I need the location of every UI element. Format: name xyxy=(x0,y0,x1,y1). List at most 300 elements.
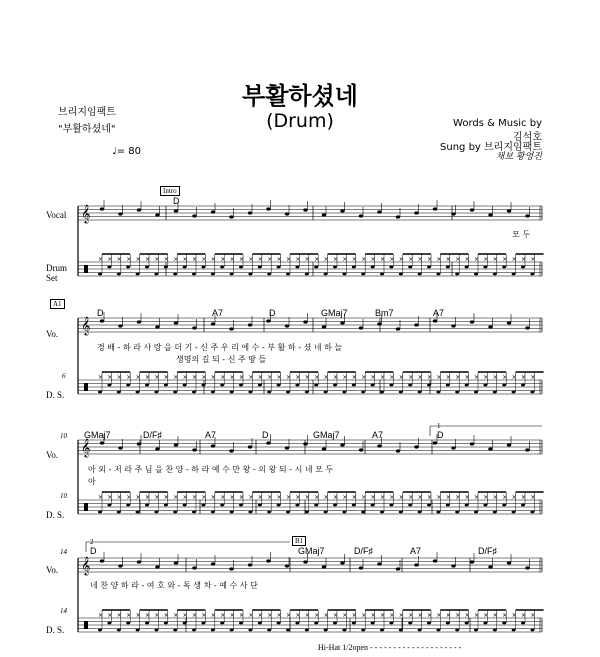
chord-s3-5: GMaj7 xyxy=(313,430,340,440)
rehearsal-intro: Intro xyxy=(160,186,180,196)
hihat-x-notehead: × xyxy=(361,256,367,263)
vocal-note xyxy=(137,442,141,445)
vocal-note xyxy=(266,319,270,322)
drum-note xyxy=(436,629,440,632)
hihat-x-notehead: × xyxy=(239,612,245,619)
hihat-x-notehead: × xyxy=(229,494,235,501)
vocal-note xyxy=(118,212,122,215)
chord-s4-5: D/F♯ xyxy=(478,546,497,556)
hihat-x-notehead: × xyxy=(229,374,235,381)
vocal-note xyxy=(340,443,344,446)
drum-note xyxy=(239,622,243,625)
label-drum-set: Set xyxy=(46,273,58,283)
drum-note xyxy=(342,511,346,514)
header-song-name: "부활하셨네" xyxy=(58,124,116,135)
drum-note xyxy=(436,391,440,394)
vocal-note xyxy=(285,212,289,215)
hihat-x-notehead: × xyxy=(107,374,113,381)
hihat-x-notehead: × xyxy=(436,494,442,501)
hihat-x-notehead: × xyxy=(257,374,263,381)
drum-note xyxy=(211,629,215,632)
chord-s2-4: GMaj7 xyxy=(321,308,348,318)
drum-note xyxy=(258,622,262,625)
drum-note xyxy=(483,384,487,387)
song-title: 부활하셨네 xyxy=(242,82,358,110)
vocal-note xyxy=(414,323,418,326)
drum-note xyxy=(380,511,384,514)
hihat-x-notehead: × xyxy=(521,256,527,263)
treble-clef-icon: 𝄞 xyxy=(81,438,91,457)
drum-note xyxy=(324,511,328,514)
hihat-x-notehead: × xyxy=(502,256,508,263)
drum-note xyxy=(277,266,281,269)
quarter-note-icon: ♩ xyxy=(112,146,117,157)
drum-note xyxy=(295,266,299,269)
vocal-note xyxy=(433,207,437,210)
hihat-x-notehead: × xyxy=(398,374,404,381)
hihat-x-notehead: × xyxy=(530,256,536,263)
measure-number-10: 10 xyxy=(60,432,67,440)
vocal-note xyxy=(137,208,141,211)
hihat-x-notehead: × xyxy=(182,612,188,619)
hihat-x-notehead: × xyxy=(436,374,442,381)
hihat-x-notehead: × xyxy=(276,612,282,619)
drum-note xyxy=(465,504,469,507)
vocal-note xyxy=(396,327,400,330)
hihat-x-notehead: × xyxy=(474,374,480,381)
chord-s4-3: D/F♯ xyxy=(354,546,373,556)
drum-note xyxy=(474,273,478,276)
drum-note xyxy=(493,273,497,276)
hihat-x-notehead: × xyxy=(474,612,480,619)
drum-note xyxy=(380,391,384,394)
drum-note xyxy=(192,511,196,514)
drum-note xyxy=(408,384,412,387)
hihat-x-notehead: × xyxy=(323,256,329,263)
drum-note xyxy=(98,629,102,632)
hihat-x-notehead: × xyxy=(201,612,207,619)
vocal-note xyxy=(525,214,529,217)
hihat-x-notehead: × xyxy=(492,612,498,619)
hihat-x-notehead: × xyxy=(492,494,498,501)
hihat-x-notehead: × xyxy=(464,612,470,619)
hihat-x-notehead: × xyxy=(445,256,451,263)
drum-note xyxy=(173,629,177,632)
vocal-note xyxy=(100,559,104,562)
hihat-x-notehead: × xyxy=(201,494,207,501)
vocal-note xyxy=(155,565,159,568)
drum-note xyxy=(493,391,497,394)
hihat-x-notehead: × xyxy=(361,374,367,381)
drum-note xyxy=(277,504,281,507)
hihat-x-notehead: × xyxy=(267,256,273,263)
drum-note xyxy=(154,629,158,632)
drum-note xyxy=(230,391,234,394)
hihat-x-notehead: × xyxy=(370,374,376,381)
chord-s2-6: A7 xyxy=(433,308,445,318)
drum-note xyxy=(512,273,516,276)
drum-note xyxy=(201,384,205,387)
hihat-x-notehead: × xyxy=(333,612,339,619)
drum-note xyxy=(455,273,459,276)
hihat-x-notehead: × xyxy=(427,612,433,619)
drum-note xyxy=(230,511,234,514)
hihat-x-notehead: × xyxy=(333,494,339,501)
drum-note xyxy=(333,622,337,625)
drum-note xyxy=(408,266,412,269)
hihat-x-notehead: × xyxy=(417,612,423,619)
vocal-note xyxy=(118,446,122,449)
hihat-x-notehead: × xyxy=(314,612,320,619)
vocal-note xyxy=(396,215,400,218)
drum-note xyxy=(399,391,403,394)
hihat-x-notehead: × xyxy=(220,374,226,381)
drum-note xyxy=(361,629,365,632)
hihat-x-notehead: × xyxy=(361,612,367,619)
hihat-x-notehead: × xyxy=(530,374,536,381)
drum-note xyxy=(107,266,111,269)
drum-note xyxy=(295,384,299,387)
drum-note xyxy=(333,266,337,269)
drum-note xyxy=(201,266,205,269)
hihat-x-notehead: × xyxy=(220,256,226,263)
hihat-x-notehead: × xyxy=(98,612,104,619)
drum-note xyxy=(239,266,243,269)
drum-note xyxy=(446,622,450,625)
drum-note xyxy=(305,391,309,394)
rehearsal-a1: A1 xyxy=(50,299,65,309)
drum-note xyxy=(258,504,262,507)
vocal-note xyxy=(229,215,233,218)
drum-note xyxy=(427,504,431,507)
drum-note xyxy=(126,266,130,269)
drum-note xyxy=(512,391,516,394)
drum-note xyxy=(220,504,224,507)
hihat-x-notehead: × xyxy=(314,256,320,263)
hihat-x-notehead: × xyxy=(511,494,517,501)
vocal-note xyxy=(285,446,289,449)
hihat-x-notehead: × xyxy=(116,494,122,501)
hihat-x-notehead: × xyxy=(483,494,489,501)
vocal-note xyxy=(470,320,474,323)
vocal-note xyxy=(100,207,104,210)
hihat-x-notehead: × xyxy=(521,494,527,501)
measure-number-10b: 10 xyxy=(60,492,67,500)
hihat-x-notehead: × xyxy=(483,374,489,381)
drum-note xyxy=(98,511,102,514)
vocal-note xyxy=(137,320,141,323)
drum-note xyxy=(154,273,158,276)
drum-note xyxy=(427,384,431,387)
hihat-x-notehead: × xyxy=(154,374,160,381)
hihat-x-notehead: × xyxy=(135,256,141,263)
drum-note xyxy=(314,266,318,269)
hihat-x-notehead: × xyxy=(502,374,508,381)
vocal-note xyxy=(507,209,511,212)
hihat-x-notehead: × xyxy=(116,374,122,381)
vocal-note xyxy=(174,561,178,564)
hihat-x-notehead: × xyxy=(192,612,198,619)
hihat-x-notehead: × xyxy=(464,256,470,263)
drum-note xyxy=(446,384,450,387)
drum-note xyxy=(295,622,299,625)
hihat-x-notehead: × xyxy=(286,612,292,619)
drum-note xyxy=(267,273,271,276)
credit-transcriber: 채보 황영진 xyxy=(495,152,542,162)
drum-note xyxy=(286,391,290,394)
hihat-x-notehead: × xyxy=(370,494,376,501)
vocal-note xyxy=(451,446,455,449)
drum-note xyxy=(211,511,215,514)
lyrics-s3-line2: 아 xyxy=(88,477,96,486)
hihat-x-notehead: × xyxy=(389,256,395,263)
drum-note xyxy=(361,273,365,276)
vocal-note xyxy=(377,322,381,325)
drum-note xyxy=(361,391,365,394)
drum-note xyxy=(512,629,516,632)
hihat-x-notehead: × xyxy=(521,374,527,381)
hihat-x-notehead: × xyxy=(248,612,254,619)
drum-note xyxy=(342,629,346,632)
drum-note xyxy=(286,511,290,514)
drum-note xyxy=(314,504,318,507)
drum-note xyxy=(277,622,281,625)
vocal-note xyxy=(303,208,307,211)
vocal-note xyxy=(451,212,455,215)
hihat-x-notehead: × xyxy=(163,612,169,619)
hihat-x-notehead: × xyxy=(530,612,536,619)
hihat-x-notehead: × xyxy=(163,256,169,263)
vocal-note xyxy=(470,208,474,211)
vocal-note xyxy=(488,447,492,450)
hihat-x-notehead: × xyxy=(314,374,320,381)
drum-note xyxy=(371,266,375,269)
hihat-x-notehead: × xyxy=(483,256,489,263)
drum-note xyxy=(408,504,412,507)
hihat-x-notehead: × xyxy=(474,256,480,263)
drum-note xyxy=(483,622,487,625)
hihat-x-notehead: × xyxy=(145,374,151,381)
ending-2: 2 xyxy=(90,538,94,546)
vocal-note xyxy=(303,442,307,445)
vocal-note xyxy=(211,322,215,325)
hihat-x-notehead: × xyxy=(229,612,235,619)
vocal-note xyxy=(303,320,307,323)
hihat-x-notehead: × xyxy=(220,494,226,501)
vocal-note xyxy=(155,447,159,450)
drum-note xyxy=(502,622,506,625)
vocal-note xyxy=(414,563,418,566)
hihat-x-notehead: × xyxy=(455,374,461,381)
drum-note xyxy=(361,511,365,514)
drum-note xyxy=(455,391,459,394)
hihat-x-notehead: × xyxy=(445,494,451,501)
label-ds-2: D. S. xyxy=(46,390,65,400)
hihat-x-notehead: × xyxy=(276,494,282,501)
hihat-x-notehead: × xyxy=(248,494,254,501)
hihat-x-notehead: × xyxy=(182,374,188,381)
hihat-x-notehead: × xyxy=(154,612,160,619)
drum-note xyxy=(258,266,262,269)
drum-note xyxy=(455,629,459,632)
drum-note xyxy=(389,384,393,387)
hihat-x-notehead: × xyxy=(163,374,169,381)
hihat-x-notehead: × xyxy=(474,494,480,501)
drum-note xyxy=(136,391,140,394)
hihat-x-notehead: × xyxy=(398,256,404,263)
treble-clef-icon: 𝄞 xyxy=(81,556,91,575)
hihat-x-notehead: × xyxy=(380,612,386,619)
hihat-x-notehead: × xyxy=(173,612,179,619)
hihat-x-notehead: × xyxy=(483,612,489,619)
hihat-x-notehead: × xyxy=(286,494,292,501)
vocal-note xyxy=(377,210,381,213)
drum-note xyxy=(380,273,384,276)
drum-note xyxy=(98,273,102,276)
drum-note xyxy=(324,629,328,632)
drum-note xyxy=(427,266,431,269)
hihat-x-notehead: × xyxy=(351,612,357,619)
vocal-note xyxy=(192,448,196,451)
vocal-note xyxy=(414,211,418,214)
vocal-note xyxy=(414,445,418,448)
hihat-x-notehead: × xyxy=(398,612,404,619)
drum-note xyxy=(324,391,328,394)
drum-note xyxy=(201,504,205,507)
hihat-x-notehead: × xyxy=(98,494,104,501)
hihat-x-notehead: × xyxy=(239,494,245,501)
hihat-x-notehead: × xyxy=(135,494,141,501)
percussion-clef-icon xyxy=(84,503,88,511)
vocal-note xyxy=(470,442,474,445)
drum-note xyxy=(465,266,469,269)
vocal-note xyxy=(340,209,344,212)
vocal-note xyxy=(377,444,381,447)
drum-note xyxy=(267,629,271,632)
hihat-x-notehead: × xyxy=(248,256,254,263)
hihat-x-notehead: × xyxy=(210,256,216,263)
vocal-note xyxy=(303,560,307,563)
measure-number-14: 14 xyxy=(60,548,67,556)
hihat-x-notehead: × xyxy=(107,494,113,501)
drum-note xyxy=(305,511,309,514)
label-drum: Drum xyxy=(46,263,67,273)
hihat-x-notehead: × xyxy=(408,612,414,619)
drum-note xyxy=(136,629,140,632)
drum-note xyxy=(267,511,271,514)
rehearsal-b1: B1 xyxy=(292,536,306,546)
drum-note xyxy=(371,384,375,387)
hihat-x-notehead: × xyxy=(380,256,386,263)
hihat-x-notehead: × xyxy=(145,612,151,619)
hihat-x-notehead: × xyxy=(267,494,273,501)
drum-note xyxy=(286,273,290,276)
vocal-note xyxy=(525,326,529,329)
lyrics-s2-line1: 경 배 - 하 라 사 랑 을 더 기 - 신 주 우 리 에 수 - 부 활 하 - 셨 네 하 늘 xyxy=(97,343,343,352)
drum-note xyxy=(418,511,422,514)
hihat-x-notehead: × xyxy=(502,612,508,619)
ending-1: 1 xyxy=(437,422,441,430)
hihat-x-notehead: × xyxy=(521,612,527,619)
hihat-x-notehead: × xyxy=(370,256,376,263)
vocal-note xyxy=(248,323,252,326)
drum-note xyxy=(474,511,478,514)
hihat-x-notehead: × xyxy=(502,494,508,501)
vocal-note xyxy=(433,319,437,322)
hihat-x-notehead: × xyxy=(286,374,292,381)
hihat-x-notehead: × xyxy=(173,494,179,501)
vocal-note xyxy=(211,444,215,447)
percussion-clef-icon xyxy=(84,621,88,629)
hihat-x-notehead: × xyxy=(417,256,423,263)
hihat-x-notehead: × xyxy=(182,256,188,263)
drum-note xyxy=(314,384,318,387)
drum-note xyxy=(145,266,149,269)
drum-note xyxy=(126,622,130,625)
hihat-x-notehead: × xyxy=(511,256,517,263)
label-vocal: Vocal xyxy=(46,210,67,220)
percussion-clef-icon xyxy=(84,383,88,391)
drum-note xyxy=(446,266,450,269)
hihat-x-notehead: × xyxy=(389,494,395,501)
drum-note xyxy=(154,391,158,394)
hihat-x-notehead: × xyxy=(267,374,273,381)
hihat-x-notehead: × xyxy=(201,374,207,381)
lyrics-s2-line2: 생명의 길 되 - 신 주 땅 들 xyxy=(176,355,267,364)
drum-note xyxy=(239,384,243,387)
hihat-x-notehead: × xyxy=(116,612,122,619)
drum-note xyxy=(117,511,121,514)
vocal-note xyxy=(488,213,492,216)
drum-note xyxy=(474,391,478,394)
drum-note xyxy=(371,504,375,507)
vocal-note xyxy=(396,449,400,452)
drum-note xyxy=(277,384,281,387)
hihat-x-notehead: × xyxy=(286,256,292,263)
drum-note xyxy=(352,622,356,625)
hihat-x-notehead: × xyxy=(333,374,339,381)
drum-note xyxy=(333,504,337,507)
drum-note xyxy=(230,273,234,276)
vocal-note xyxy=(507,321,511,324)
hihat-x-notehead: × xyxy=(154,256,160,263)
hihat-x-notehead: × xyxy=(361,494,367,501)
hihat-x-notehead: × xyxy=(464,374,470,381)
hihat-x-notehead: × xyxy=(304,256,310,263)
drum-note xyxy=(521,622,525,625)
drum-note xyxy=(286,629,290,632)
drum-note xyxy=(324,273,328,276)
vocal-note xyxy=(322,213,326,216)
drum-note xyxy=(126,384,130,387)
drum-note xyxy=(107,622,111,625)
vocal-note xyxy=(174,321,178,324)
hihat-x-notehead: × xyxy=(445,374,451,381)
hihat-x-notehead: × xyxy=(210,612,216,619)
chord-intro-d: D xyxy=(173,196,180,206)
chord-s3-7: D xyxy=(437,430,444,440)
drum-note xyxy=(342,273,346,276)
hihat-x-notehead: × xyxy=(192,494,198,501)
vocal-note xyxy=(248,563,252,566)
hihat-x-notehead: × xyxy=(98,256,104,263)
hihat-x-notehead: × xyxy=(351,374,357,381)
vocal-note xyxy=(229,449,233,452)
vocal-note xyxy=(470,560,474,563)
hihat-x-notehead: × xyxy=(276,374,282,381)
label-ds-3: D. S. xyxy=(46,510,65,520)
drum-note xyxy=(502,384,506,387)
